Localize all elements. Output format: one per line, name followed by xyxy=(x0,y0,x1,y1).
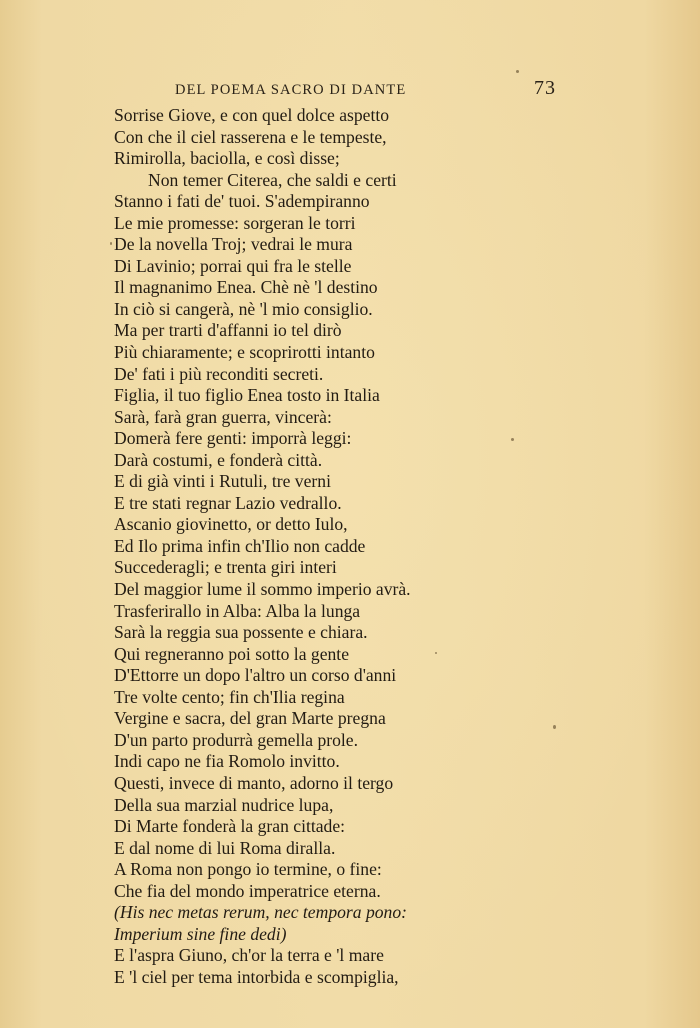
verse-line: Succederagli; e trenta giri interi xyxy=(114,557,337,578)
verse-line: Ascanio giovinetto, or detto Iulo, xyxy=(114,514,348,535)
verse-line: D'un parto produrrà gemella prole. xyxy=(114,729,359,750)
verse-line: E di già vinti i Rutuli, tre verni xyxy=(114,471,331,492)
verse-line: Figlia, il tuo figlio Enea tosto in Italia xyxy=(114,385,380,406)
verse-line: E 'l ciel per tema intorbida e scompiglia, xyxy=(114,966,399,987)
running-head: DEL POEMA SACRO DI DANTE xyxy=(175,82,407,98)
paper-speck xyxy=(553,725,556,729)
verse-line: E tre stati regnar Lazio vedrallo. xyxy=(114,492,342,513)
verse-line: Della sua marzial nudrice lupa, xyxy=(114,794,334,815)
verse-line: Con che il ciel rasserena e le tempeste, xyxy=(114,126,387,147)
verse-line: Darà costumi, e fonderà città. xyxy=(114,449,323,470)
verse-line: Vergine e sacra, del gran Marte pregna xyxy=(114,708,386,729)
page-number: 73 xyxy=(534,77,556,99)
paper-speck xyxy=(516,70,519,73)
verse-line: Imperium sine fine dedi) xyxy=(114,923,287,944)
verse-line: Sarà, farà gran guerra, vincerà: xyxy=(114,406,332,427)
verse-line: Rimirolla, baciolla, e così disse; xyxy=(114,148,340,169)
verse-line: Sorrise Giove, e con quel dolce aspetto xyxy=(114,105,390,125)
verse-line: Domerà fere genti: imporrà leggi: xyxy=(114,428,352,449)
verse-line: Che fia del mondo imperatrice eterna. xyxy=(114,880,381,901)
paper-speck xyxy=(435,652,437,654)
paper-speck xyxy=(110,242,112,245)
paper-speck xyxy=(511,438,514,441)
verse-line: De la novella Troj; vedrai le mura xyxy=(114,234,353,255)
verse-line: (His nec metas rerum, nec tempora pono: xyxy=(114,902,408,923)
verse-line: Di Marte fonderà la gran cittade: xyxy=(114,816,346,837)
verse-line: In ciò si cangerà, nè 'l mio consiglio. xyxy=(114,298,373,319)
verse-line: Indi capo ne fia Romolo invitto. xyxy=(114,751,340,772)
verse-line: E dal nome di lui Roma diralla. xyxy=(114,837,336,858)
verse-line: De' fati i più reconditi secreti. xyxy=(114,363,324,384)
verse-line: Di Lavinio; porrai qui fra le stelle xyxy=(114,255,352,276)
page-header xyxy=(0,77,700,100)
verse-line: Ma per trarti d'affanni io tel dirò xyxy=(114,320,342,341)
verse-line: Stanno i fati de' tuoi. S'adempiranno xyxy=(114,191,370,212)
verse-line: Tre volte cento; fin ch'Ilia regina xyxy=(114,686,345,707)
verse-line: Non temer Citerea, che saldi e certi xyxy=(148,169,397,190)
verse-line: Il magnanimo Enea. Chè nè 'l destino xyxy=(114,277,378,298)
verse-line: Qui regneranno poi sotto la gente xyxy=(114,643,350,664)
verse-block xyxy=(114,105,674,988)
verse-line: A Roma non pongo io termine, o fine: xyxy=(114,859,382,880)
verse-line: Ed Ilo prima infin ch'Ilio non cadde xyxy=(114,535,366,556)
verse-line: Del maggior lume il sommo imperio avrà. xyxy=(114,579,411,600)
verse-line: Più chiaramente; e scoprirotti intanto xyxy=(114,342,375,363)
verse-line: Trasferirallo in Alba: Alba la lunga xyxy=(114,600,361,621)
verse-line: Questi, invece di manto, adorno il tergo xyxy=(114,772,394,793)
verse-line: Le mie promesse: sorgeran le torri xyxy=(114,212,356,233)
verse-line: Sarà la reggia sua possente e chiara. xyxy=(114,622,368,643)
verse-line: D'Ettorre un dopo l'altro un corso d'anni xyxy=(114,665,397,686)
verse-line: E l'aspra Giuno, ch'or la terra e 'l mare xyxy=(114,945,384,966)
